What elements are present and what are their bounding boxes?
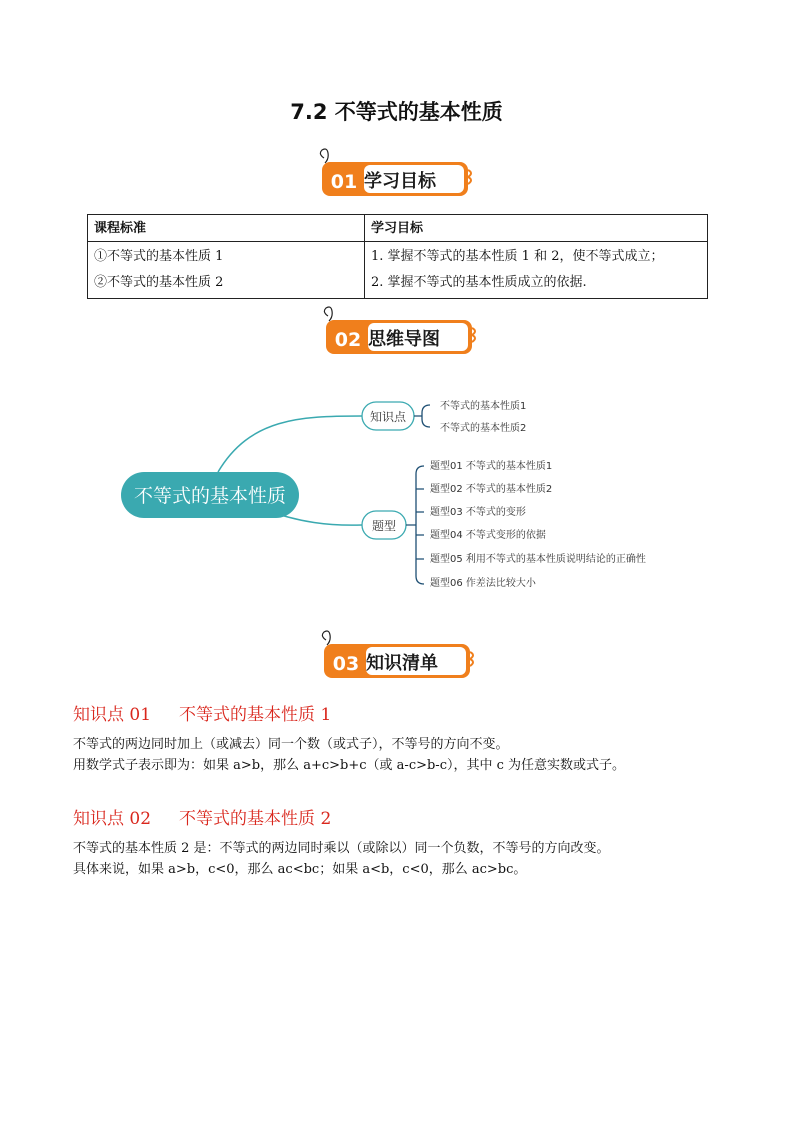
goals-header-standard: 课程标准 xyxy=(88,215,365,242)
standard-item: ①不等式的基本性质 1 xyxy=(94,249,224,264)
objective-item: 1. 掌握不等式的基本性质 1 和 2，使不等式成立； xyxy=(371,249,664,264)
knowledge-body xyxy=(73,838,610,880)
section-label: 知识清单 xyxy=(366,653,438,674)
knowledge-line: 不等式的两边同时加上（或减去）同一个数（或式子），不等号的方向不变。 xyxy=(73,737,509,752)
goals-header-objective: 学习目标 xyxy=(365,215,708,242)
mind-map xyxy=(100,378,700,598)
mindmap-leaf: 不等式的基本性质2 xyxy=(440,423,527,434)
knowledge-body xyxy=(73,734,625,776)
mindmap-bracket xyxy=(406,466,424,584)
mindmap-root-label: 不等式的基本性质 xyxy=(133,485,287,507)
mindmap-leaf: 题型03 不等式的变形 xyxy=(430,507,526,518)
mindmap-branch-label: 题型 xyxy=(371,519,397,533)
goals-standards-cell xyxy=(88,242,365,299)
mindmap-leaf: 题型02 不等式的基本性质2 xyxy=(430,484,553,495)
section-label: 学习目标 xyxy=(364,171,436,192)
section-number: 02 xyxy=(334,329,362,351)
objective-item: 2. 掌握不等式的基本性质成立的依据. xyxy=(371,275,587,290)
knowledge-title: 不等式的基本性质 1 xyxy=(179,705,332,725)
mindmap-leaf: 题型01 不等式的基本性质1 xyxy=(430,461,553,472)
connector-line xyxy=(218,416,362,472)
section-badge-goals xyxy=(318,148,478,196)
mindmap-leaf: 题型04 不等式变形的依据 xyxy=(430,530,546,541)
knowledge-title: 不等式的基本性质 2 xyxy=(179,809,332,829)
goals-table xyxy=(87,214,708,299)
mindmap-branch-label: 知识点 xyxy=(369,410,407,424)
knowledge-line: 用数学式子表示即为：如果 a>b，那么 a+c>b+c（或 a-c>b-c），其中 c 为任意实数或式子。 xyxy=(73,758,626,773)
section-number: 03 xyxy=(332,653,360,675)
knowledge-line: 不等式的基本性质 2 是：不等式的两边同时乘以（或除以）同一个负数，不等号的方向改变。 xyxy=(73,841,610,856)
mindmap-leaf: 不等式的基本性质1 xyxy=(440,401,527,412)
mindmap-leaf: 题型06 作差法比较大小 xyxy=(430,578,536,589)
page-title: 7.2 不等式的基本性质 xyxy=(290,100,503,124)
section-number: 01 xyxy=(330,171,358,193)
section-badge-mindmap xyxy=(322,306,482,354)
section-label: 思维导图 xyxy=(368,329,440,350)
knowledge-code: 知识点 01 xyxy=(73,705,152,725)
goals-objectives-cell xyxy=(365,242,708,299)
knowledge-line: 具体来说，如果 a>b，c<0，那么 ac<bc；如果 a<b，c<0，那么 ac>bc。 xyxy=(73,862,527,877)
mindmap-bracket xyxy=(414,405,430,427)
knowledge-heading xyxy=(73,700,331,725)
knowledge-heading xyxy=(73,804,331,829)
standard-item: ②不等式的基本性质 2 xyxy=(94,275,224,290)
mindmap-leaf: 题型05 利用不等式的基本性质说明结论的正确性 xyxy=(430,554,646,565)
knowledge-code: 知识点 02 xyxy=(73,809,152,829)
section-badge-knowledge xyxy=(320,630,480,678)
